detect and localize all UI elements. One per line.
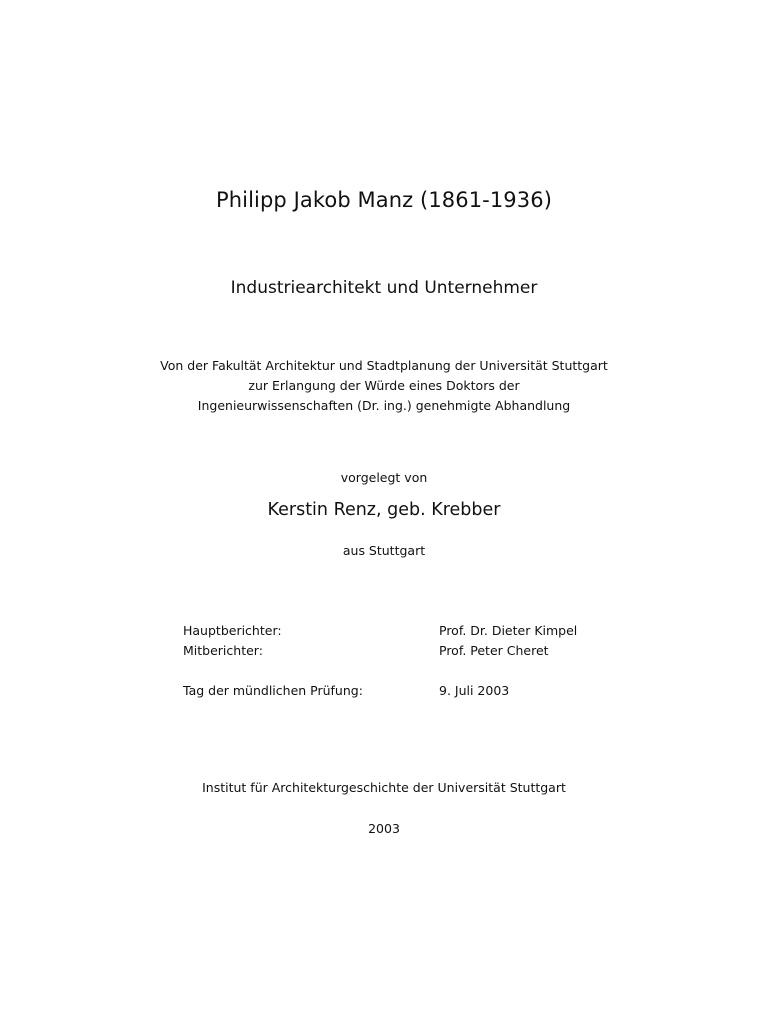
faculty-statement [0,356,768,416]
document-subtitle: Industriearchitekt und Unternehmer [230,278,538,298]
examiner-label: Mitberichter: [183,643,263,658]
presented-by-label: vorgelegt von [340,470,428,485]
faculty-line: Von der Fakultät Architektur und Stadtplanung der Universität Stuttgart [160,358,608,373]
institute-name: Institut für Architekturgeschichte der Universität Stuttgart [202,780,566,795]
examiner-row-main [183,621,663,641]
examiner-row-co [183,641,663,661]
exam-date-label: Tag der mündlichen Prüfung: [183,683,363,698]
faculty-line: Ingenieurwissenschaften (Dr. ing.) genehmigte Abhandlung [197,398,571,413]
examiners-table [183,621,663,701]
examiner-label: Hauptberichter: [183,623,282,638]
publication-year: 2003 [368,821,400,836]
faculty-line: zur Erlangung der Würde eines Doktors der [248,378,520,393]
document-title: Philipp Jakob Manz (1861-1936) [216,188,552,212]
exam-date-row [183,681,663,701]
author-name: Kerstin Renz, geb. Krebber [267,500,501,520]
exam-date-value: 9. Juli 2003 [439,683,510,698]
author-origin: aus Stuttgart [342,543,426,558]
examiner-value: Prof. Peter Cheret [439,643,549,658]
examiner-value: Prof. Dr. Dieter Kimpel [439,623,578,638]
